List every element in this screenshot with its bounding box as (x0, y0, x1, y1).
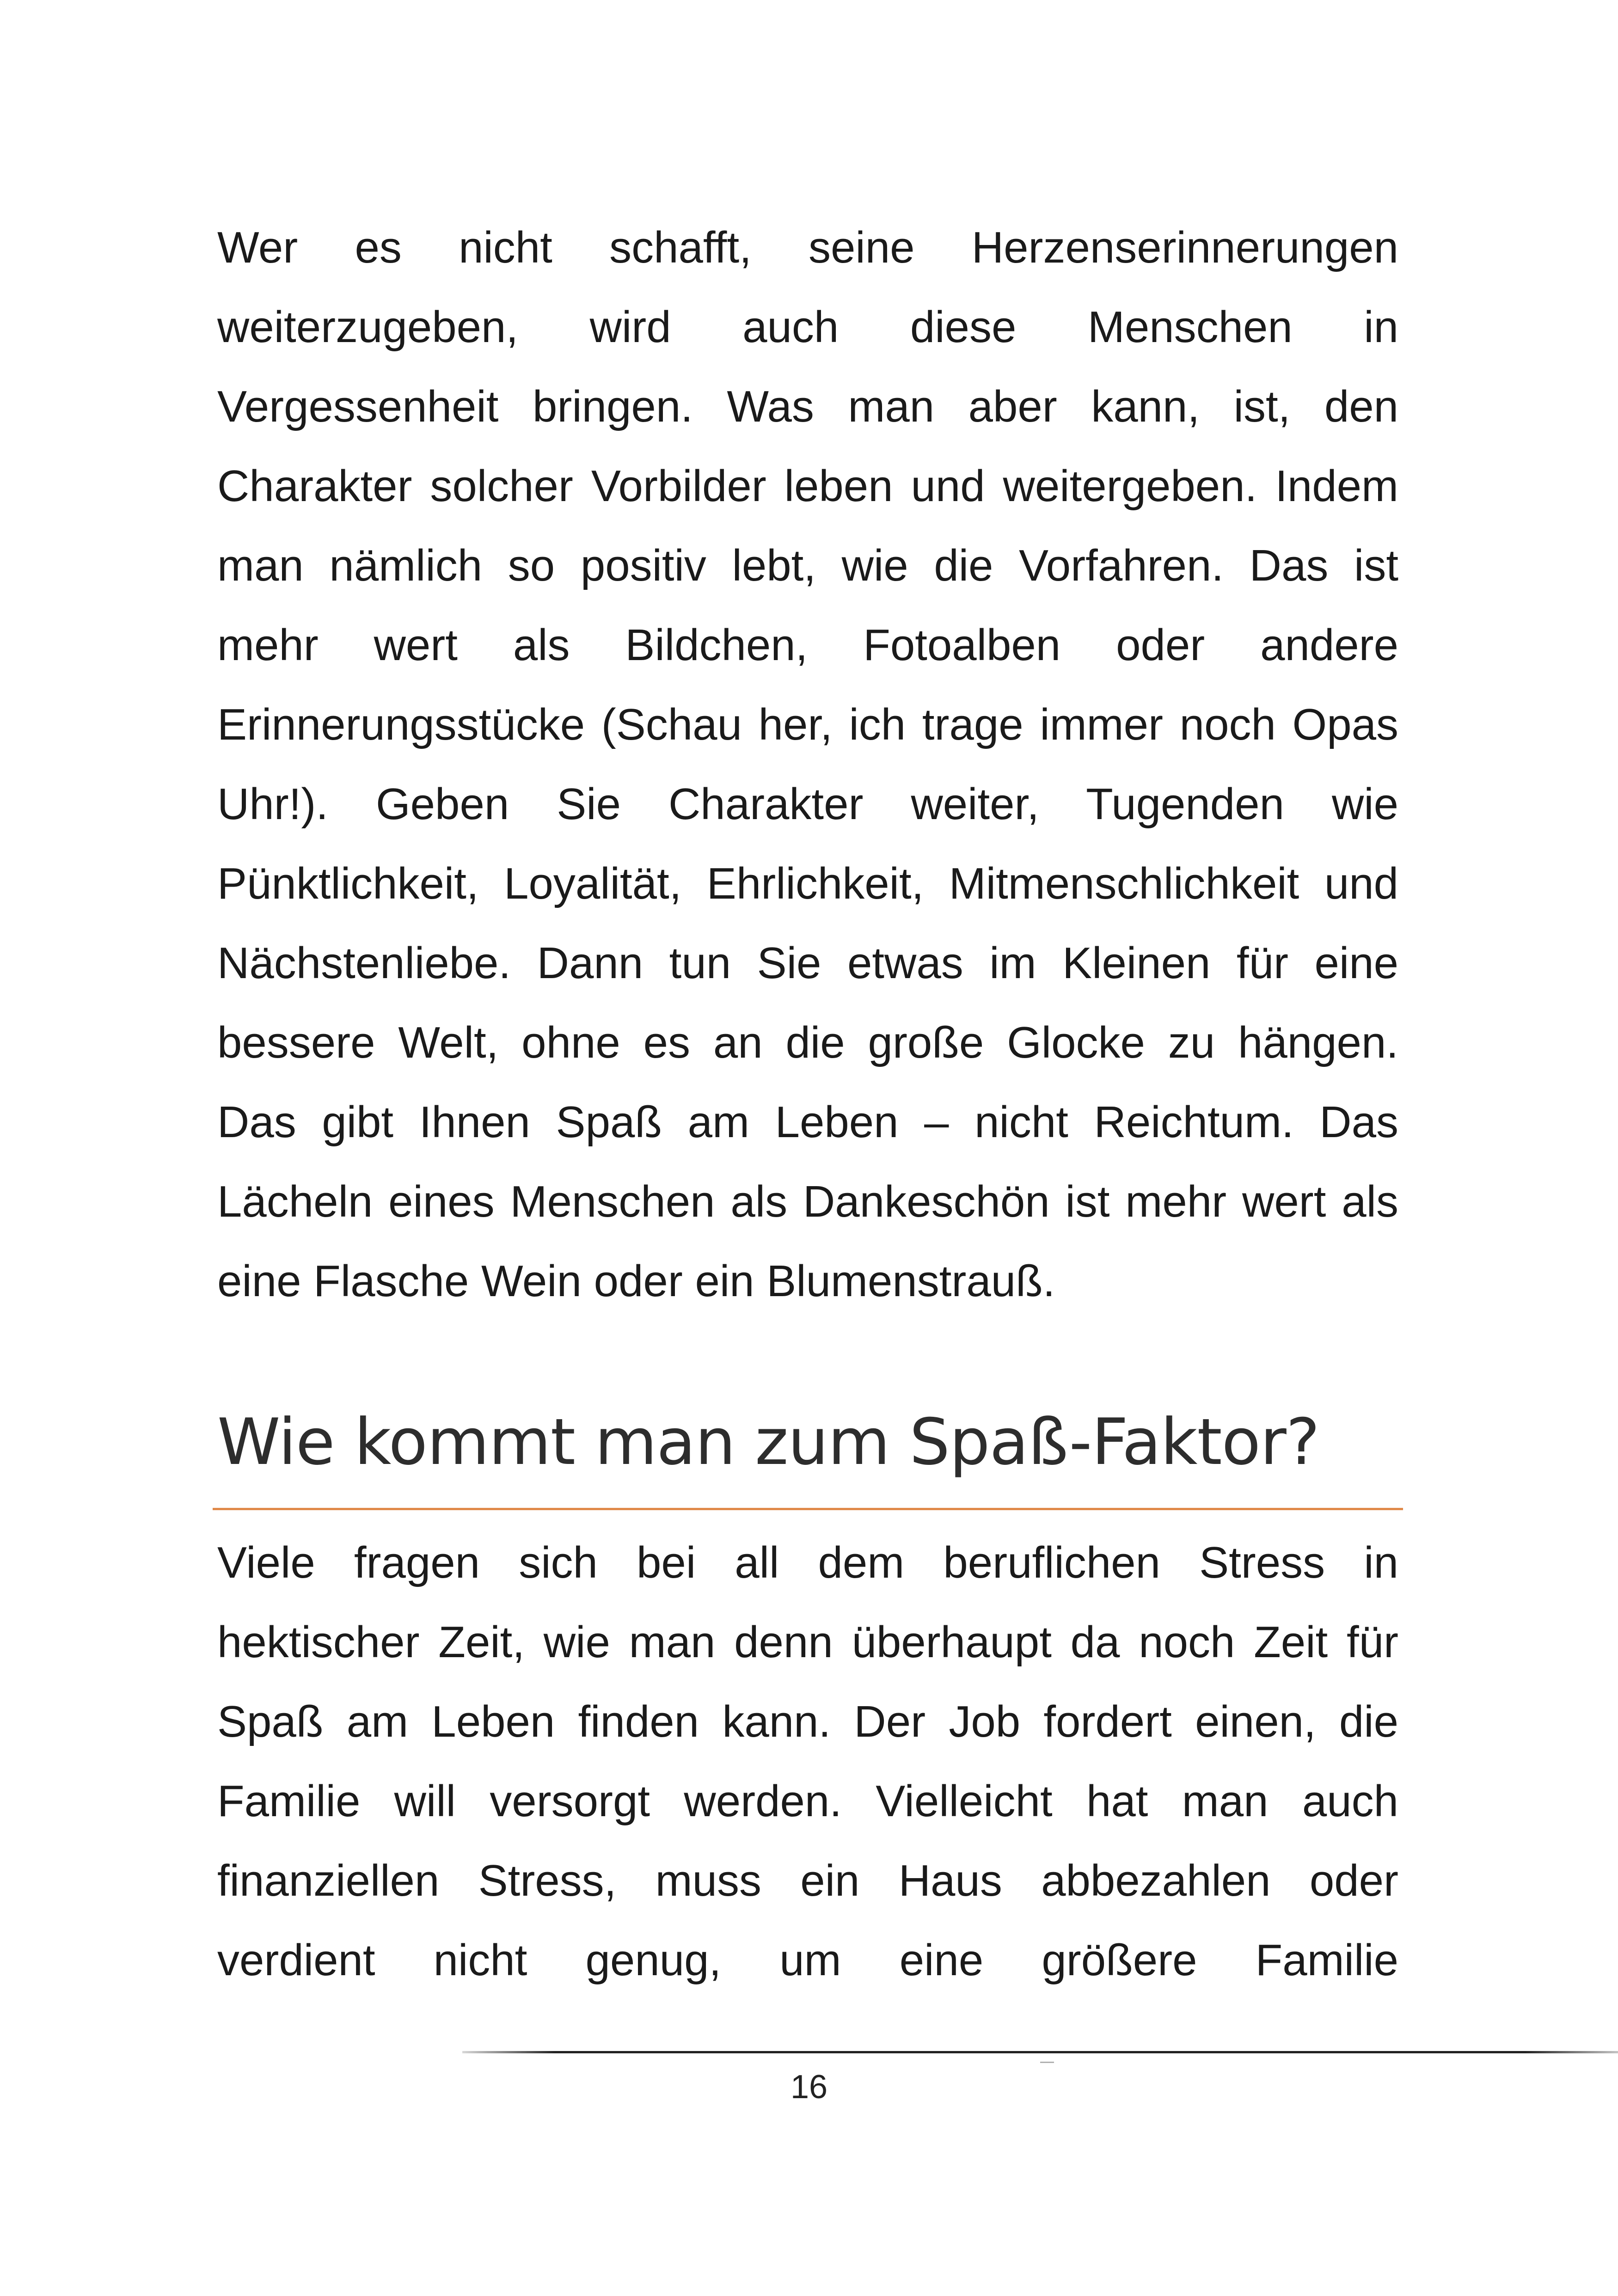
heading-underline (213, 1508, 1403, 1510)
text-line: Wer es nicht schafft, seine Herzenserinnerungen (217, 223, 1398, 272)
text-line: Charakter solcher Vorbilder leben und weitergeben. Indem (217, 461, 1398, 511)
text-line: eine Flasche Wein oder ein Blumenstrauß. (217, 1256, 1055, 1306)
body-paragraph-2 (217, 1523, 1398, 2000)
text-line: Uhr!). Geben Sie Charakter weiter, Tugenden wie (217, 779, 1398, 829)
text-line: Familie will versorgt werden. Vielleicht hat man auch (217, 1776, 1398, 1826)
page-number: 16 (790, 2069, 828, 2106)
body-paragraph-1 (217, 208, 1398, 1321)
text-line: man nämlich so positiv lebt, wie die Vorfahren. Das ist (217, 541, 1398, 590)
footer-divider-mark (1040, 2062, 1054, 2063)
text-line: hektischer Zeit, wie man denn überhaupt da noch Zeit für (217, 1617, 1398, 1667)
text-line: Lächeln eines Menschen als Dankeschön ist mehr wert als (217, 1177, 1398, 1226)
text-line: bessere Welt, ohne es an die große Glocke zu hängen. (217, 1018, 1398, 1067)
text-line: finanziellen Stress, muss ein Haus abbezahlen oder (217, 1856, 1398, 1905)
text-line: Viele fragen sich bei all dem beruflichen Stress in (217, 1538, 1398, 1587)
footer-divider (462, 2051, 1618, 2053)
text-line: Spaß am Leben finden kann. Der Job fordert einen, die (217, 1697, 1398, 1746)
text-line: Nächstenliebe. Dann tun Sie etwas im Kleinen für eine (217, 938, 1398, 988)
text-line: Pünktlichkeit, Loyalität, Ehrlichkeit, Mitmenschlichkeit und (217, 859, 1398, 908)
text-line: verdient nicht genug, um eine größere Familie (217, 1935, 1398, 1985)
text-line: weiterzugeben, wird auch diese Menschen in (217, 302, 1398, 352)
text-line: mehr wert als Bildchen, Fotoalben oder andere (217, 620, 1398, 670)
section-heading: Wie kommt man zum Spaß-Faktor? (217, 1405, 1320, 1479)
text-line: Vergessenheit bringen. Was man aber kann, ist, den (217, 382, 1398, 431)
text-line: Das gibt Ihnen Spaß am Leben – nicht Reichtum. Das (217, 1097, 1398, 1147)
text-line: Erinnerungsstücke (Schau her, ich trage immer noch Opas (217, 700, 1398, 749)
